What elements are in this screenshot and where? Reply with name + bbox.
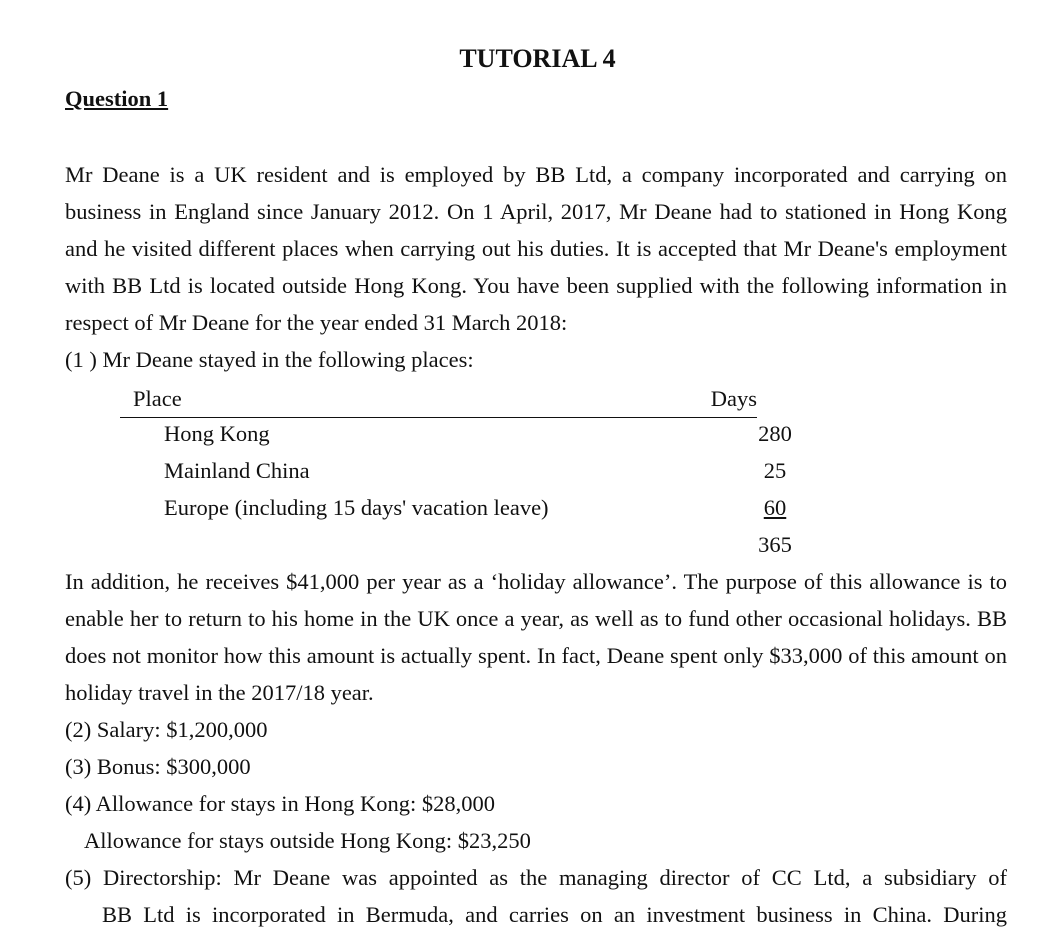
header-days: Days <box>710 386 757 411</box>
header-place: Place <box>133 386 182 411</box>
holiday-allowance-paragraph: In addition, he receives $41,000 per year as a ‘holiday allowance’. The purpose of this allowance is to enable her to return to his home in the UK once a year, as well as to fund other occasional holidays. BB does not monitor how this amount is actually spent. In fact, Deane spent only $33,000 of this amount on holiday travel in the 2017/18 year. <box>65 569 1007 705</box>
item-3-bonus: (3) Bonus: $300,000 <box>65 754 251 779</box>
page-title: TUTORIAL 4 <box>459 44 616 73</box>
row-place-hong-kong: Hong Kong <box>164 421 270 446</box>
places-table-header <box>120 380 757 418</box>
row-days-hong-kong: 280 <box>758 421 792 446</box>
item-4-allowance-hk: (4) Allowance for stays in Hong Kong: $28,000 <box>65 791 495 816</box>
row-days-europe-value: 60 <box>763 495 787 520</box>
item-1-text: (1 ) Mr Deane stayed in the following places: <box>65 347 474 372</box>
row-place-europe: Europe (including 15 days' vacation leave) <box>164 495 549 520</box>
item-5-line-1: (5) Directorship: Mr Deane was appointed as the managing director of CC Ltd, a subsidiary of <box>65 865 1007 890</box>
question-heading: Question 1 <box>65 86 169 111</box>
item-5-line-2: BB Ltd is incorporated in Bermuda, and carries on an investment business in China. During <box>102 902 1007 927</box>
intro-paragraph: Mr Deane is a UK resident and is employed by BB Ltd, a company incorporated and carrying on business in England since January 2012. On 1 April, 2017, Mr Deane had to stationed in Hong Kong and he visited different places when carrying out his duties. It is accepted that Mr Deane's employment with BB Ltd is located outside Hong Kong. You have been supplied with the following information in respect of Mr Deane for the year ended 31 March 2018: <box>65 162 1007 335</box>
row-days-mainland-china: 25 <box>763 458 787 483</box>
row-place-mainland-china: Mainland China <box>164 458 310 483</box>
item-4-allowance-outside-hk: Allowance for stays outside Hong Kong: $23,250 <box>84 828 531 853</box>
row-days-europe <box>745 489 805 526</box>
item-2-salary: (2) Salary: $1,200,000 <box>65 717 268 742</box>
total-days: 365 <box>758 532 792 557</box>
